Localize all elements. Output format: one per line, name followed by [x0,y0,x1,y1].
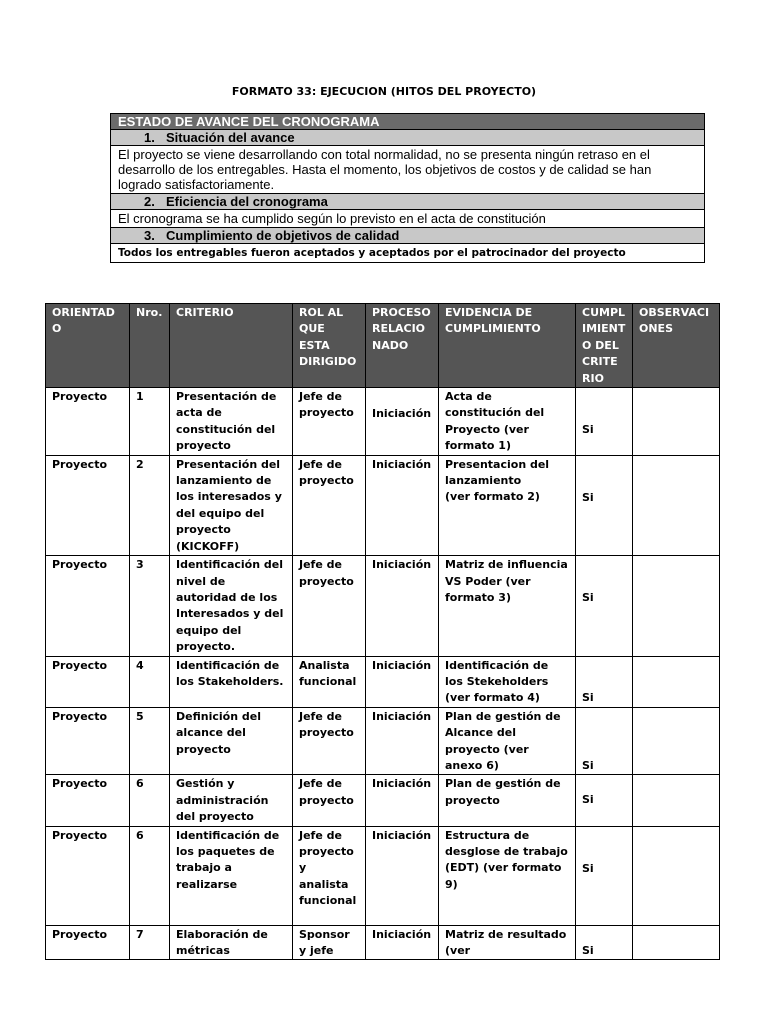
section-number: 3. [144,228,155,243]
schedule-status-table [110,113,705,263]
col-header-proceso: PROCESO RELACIONADO [366,304,439,388]
cell-observaciones [633,925,720,960]
cell-criterio: Identificación del nivel de autoridad de los Interesados y del equipo del proyecto. [170,556,293,656]
cell-nro: 6 [130,775,170,826]
cell-rol: Jefe de proyecto [293,388,366,456]
cell-evidencia: Identificación de los Stekeholders (ver formato 4) [439,656,576,707]
section-heading-2 [111,194,705,210]
cell-orientado: Proyecto [46,826,130,925]
cell-nro: 3 [130,556,170,656]
cell-proceso: Iniciación [366,775,439,826]
cell-observaciones [633,826,720,925]
col-header-nro: Nro. [130,304,170,388]
cell-cumplimiento: Si [576,455,633,555]
col-header-rol: ROL AL QUE ESTA DIRIGIDO [293,304,366,388]
cell-observaciones [633,775,720,826]
cell-cumplimiento: Si [576,656,633,707]
cell-proceso: Iniciación [366,925,439,960]
cell-nro: 6 [130,826,170,925]
section-title: Situación del avance [166,130,295,145]
cell-criterio: Elaboración de métricas [170,925,293,960]
cell-observaciones [633,707,720,775]
cell-orientado: Proyecto [46,388,130,456]
section-title: Cumplimiento de objetivos de calidad [166,228,400,243]
section-title: Eficiencia del cronograma [166,194,328,209]
cell-orientado: Proyecto [46,707,130,775]
cell-observaciones [633,455,720,555]
cell-evidencia: Matriz de influencia VS Poder (ver formato 3) [439,556,576,656]
table-row [46,925,720,960]
cell-proceso: Iniciación [366,388,439,456]
table-row [46,455,720,555]
cell-nro: 5 [130,707,170,775]
cell-evidencia [439,455,576,555]
section-heading-3 [111,228,705,244]
cell-cumplimiento: Si [576,925,633,960]
cell-proceso: Iniciación [366,826,439,925]
cell-observaciones [633,388,720,456]
cell-orientado: Proyecto [46,925,130,960]
cell-rol: Jefe de proyecto [293,707,366,775]
cell-evidencia: Estructura de desglose de trabajo (EDT) (ver formato 9) [439,826,576,925]
cell-rol: Analista funcional [293,656,366,707]
document-title: FORMATO 33: EJECUCION (HITOS DEL PROYECTO) [231,85,537,98]
cell-criterio: Presentación de acta de constitución del proyecto [170,388,293,456]
cell-rol: Jefe de proyecto [293,775,366,826]
table-row [46,556,720,656]
table-row [46,826,720,925]
cell-criterio: Identificación de los paquetes de trabajo a realizarse [170,826,293,925]
section-number: 2. [144,194,155,209]
col-header-evidencia: EVIDENCIA DE CUMPLIMIENTO [439,304,576,388]
status-table-header: ESTADO DE AVANCE DEL CRONOGRAMA [111,114,705,130]
cell-cumplimiento: Si [576,775,633,826]
cell-nro: 7 [130,925,170,960]
cell-nro: 4 [130,656,170,707]
milestones-table [45,303,720,960]
cell-orientado: Proyecto [46,656,130,707]
cell-nro: 1 [130,388,170,456]
cell-proceso: Iniciación [366,656,439,707]
cell-orientado: Proyecto [46,556,130,656]
col-header-observaciones: OBSERVACIONES [633,304,720,388]
cell-cumplimiento: Si [576,388,633,456]
section-text-3: Todos los entregables fueron aceptados y aceptados por el patrocinador del proyecto [111,244,705,263]
section-number: 1. [144,130,155,145]
col-header-criterio: CRITERIO [170,304,293,388]
section-text-1: El proyecto se viene desarrollando con total normalidad, no se presenta ningún retraso en el desarrollo de los entregables. Hasta el momento, los objetivos de costos y de calidad se han logrado satisfactoriamente. [111,146,705,194]
cell-observaciones [633,656,720,707]
cell-evidencia: Acta de constitución del Proyecto (ver formato 1) [439,388,576,456]
cell-criterio: Gestión y administración del proyecto [170,775,293,826]
cell-evidencia: Plan de gestión de proyecto [439,775,576,826]
table-row [46,775,720,826]
cell-rol: Sponsor y jefe [293,925,366,960]
cell-orientado: Proyecto [46,775,130,826]
evidence-line: Presentacion del lanzamiento [445,457,550,488]
cell-orientado: Proyecto [46,455,130,555]
section-text-2: El cronograma se ha cumplido según lo previsto en el acta de constitución [111,210,705,228]
cell-cumplimiento: Si [576,556,633,656]
col-header-cumplimiento: CUMPLIMIENTO DEL CRITERIO [576,304,633,388]
cell-proceso: Iniciación [366,455,439,555]
cell-proceso: Iniciación [366,556,439,656]
table-row [46,388,720,456]
cell-evidencia: Matriz de resultado (ver [439,925,576,960]
evidence-line: (ver formato 2) [445,490,540,504]
cell-criterio: Presentación del lanzamiento de los interesados y del equipo del proyecto (KICKOFF) [170,455,293,555]
col-header-orientado: ORIENTADO [46,304,130,388]
section-heading-1 [111,130,705,146]
cell-criterio: Definición del alcance del proyecto [170,707,293,775]
table-row [46,656,720,707]
table-header-row [46,304,720,388]
cell-nro: 2 [130,455,170,555]
cell-observaciones [633,556,720,656]
cell-evidencia: Plan de gestión de Alcance del proyecto (ver anexo 6) [439,707,576,775]
cell-cumplimiento: Si [576,707,633,775]
cell-cumplimiento: Si [576,826,633,925]
cell-criterio: Identificación de los Stakeholders. [170,656,293,707]
cell-rol: Jefe de proyecto [293,556,366,656]
table-row [46,707,720,775]
cell-proceso: Iniciación [366,707,439,775]
cell-rol: Jefe de proyecto [293,455,366,555]
cell-rol: Jefe de proyecto y analista funcional [293,826,366,925]
